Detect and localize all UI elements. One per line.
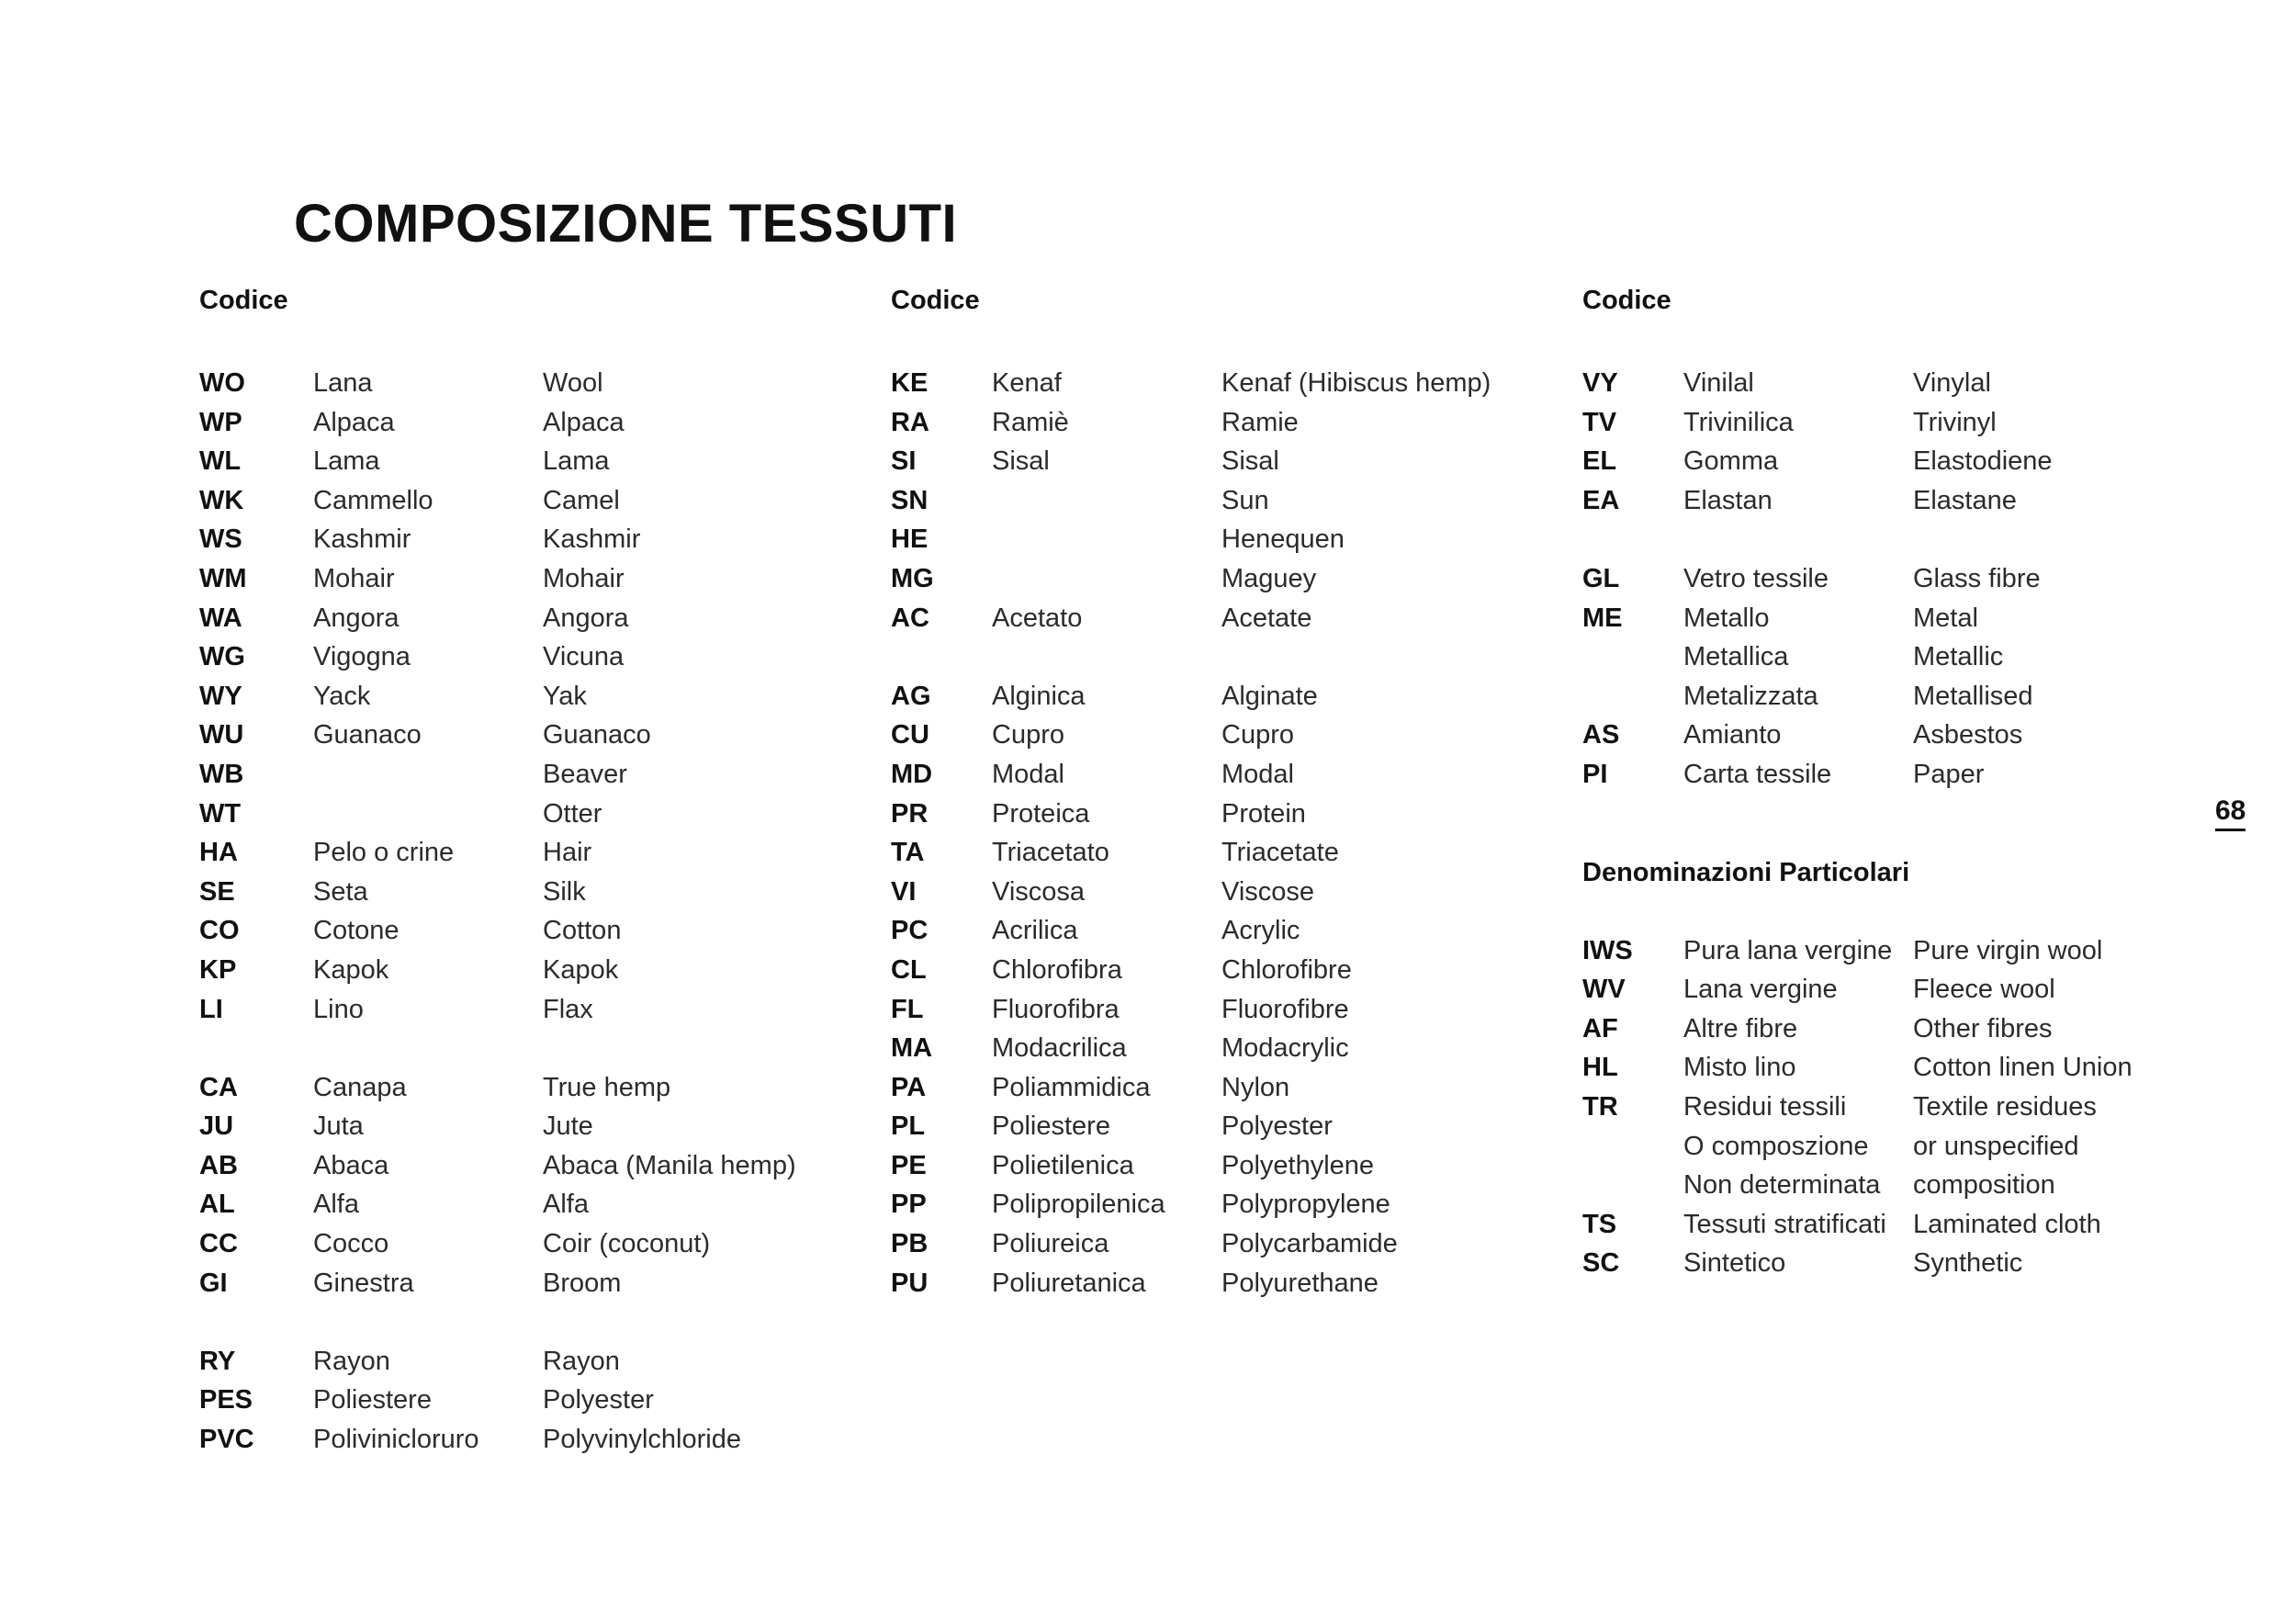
english-name: Jute [543,1111,593,1142]
fabric-code: HL [1582,1053,1618,1083]
italian-name: Vinilal [1683,368,1754,398]
code-row [1582,1244,2244,1283]
italian-name: Canapa [313,1072,407,1102]
italian-name: Cocco [313,1229,389,1259]
english-name: Flax [543,994,593,1024]
italian-name: Carta tessile [1683,759,1832,789]
fabric-code: MG [891,563,934,593]
italian-name: Altre fibre [1683,1013,1798,1043]
english-name: Trivinyl [1913,407,1997,437]
italian-name: Alginica [992,681,1086,711]
english-name: Glass fibre [1913,563,2041,593]
english-name: Cupro [1221,720,1294,750]
code-row [199,755,861,795]
code-row [199,481,861,521]
fabric-code [1582,1127,1683,1167]
fabric-code: RY [199,1346,236,1376]
italian-name: Polietilenica [992,1150,1134,1180]
italian-name [992,559,1221,599]
fabric-code: VY [1582,368,1618,398]
code-row [199,833,861,873]
italian-name: Ginestra [313,1268,414,1298]
english-name: Yak [543,681,587,711]
fabric-code: VI [891,876,917,907]
fabric-code: PP [891,1190,927,1220]
code-row [891,990,1552,1030]
italian-name: Lama [313,446,380,477]
italian-name: Rayon [313,1346,390,1376]
fabric-code: CO [199,916,240,946]
english-name: Rayon [543,1346,620,1376]
row-spacer [199,1029,861,1068]
english-name: Cotton linen Union [1913,1053,2133,1083]
english-name: Broom [543,1268,622,1298]
fabric-code: CC [199,1229,238,1259]
code-row [891,1146,1552,1186]
italian-name: Non determinata [1683,1170,1881,1201]
code-row [199,403,861,443]
code-row [199,677,861,716]
english-name: Nylon [1221,1072,1290,1102]
italian-name [992,481,1221,521]
fabric-code: KP [199,954,237,985]
fabric-code: EL [1582,446,1617,477]
code-row [1582,403,2244,443]
english-name: Asbestos [1913,720,2023,750]
fabric-code: WL [199,446,242,477]
english-name: Guanaco [543,720,651,750]
italian-name: Guanaco [313,720,422,750]
fabric-code: PR [891,798,929,829]
code-row [199,1381,861,1420]
fabric-code: MA [891,1033,933,1064]
fabric-code: CL [891,954,927,985]
code-row [891,951,1552,990]
fabric-code: IWS [1582,935,1633,965]
english-name: Beaver [543,759,627,789]
english-name: Metal [1913,603,1978,633]
fabric-code: SE [199,876,235,907]
english-name: Polyester [543,1385,654,1415]
english-name: Sisal [1221,446,1279,477]
column-header: Codice [1582,286,1671,315]
italian-name: O composzione [1683,1131,1869,1161]
italian-name: Juta [313,1111,364,1142]
fabric-code: TV [1582,407,1617,437]
special-denominations-list [1582,931,2244,1283]
page-title: COMPOSIZIONE TESSUTI [294,194,958,254]
code-row [891,911,1552,951]
code-row [1582,931,2244,971]
fabric-code: PES [199,1385,253,1415]
code-row [891,1224,1552,1264]
fabric-code: HA [199,838,238,868]
fabric-code: WS [199,524,242,555]
italian-name: Tessuti stratificati [1683,1209,1886,1239]
fabric-code-column-2 [891,285,1552,1303]
italian-name: Sintetico [1683,1248,1786,1279]
english-name: Polyester [1221,1111,1333,1142]
english-name: Maguey [1221,563,1317,593]
italian-name: Cotone [313,916,400,946]
code-row [199,1342,861,1382]
italian-name: Proteica [992,798,1090,829]
fabric-code [1582,637,1683,677]
english-name: Cotton [543,916,622,946]
code-row [1582,677,2244,716]
fabric-code: WO [199,368,245,398]
italian-name: Metallo [1683,603,1770,633]
english-name: Elastodiene [1913,446,2053,477]
fabric-code: WP [199,407,242,437]
fabric-code: PC [891,916,929,946]
fabric-code: PVC [199,1425,254,1455]
english-name: Polypropylene [1221,1190,1390,1220]
code-row [891,873,1552,912]
fabric-code: CU [891,720,929,750]
fabric-code: GL [1582,563,1620,593]
italian-name: Modacrilica [992,1033,1127,1064]
english-name: Alginate [1221,681,1318,711]
italian-name: Amianto [1683,720,1782,750]
english-name: Coir (coconut) [543,1229,711,1259]
code-row [1582,1166,2244,1205]
code-row [891,559,1552,599]
code-row [1582,599,2244,638]
fabric-code: WV [1582,975,1626,1005]
italian-name: Seta [313,876,368,907]
code-row [199,1068,861,1108]
fabric-code: AL [199,1190,235,1220]
english-name: Laminated cloth [1913,1209,2101,1239]
fabric-code: HE [891,524,929,555]
code-row [199,1107,861,1146]
italian-name: Acetato [992,603,1083,633]
code-row [891,833,1552,873]
italian-name: Pelo o crine [313,838,455,868]
english-name: Textile residues [1913,1091,2097,1122]
code-row [891,677,1552,716]
italian-name: Vigogna [313,642,411,672]
fabric-code: JU [199,1111,234,1142]
code-row [1582,442,2244,481]
italian-name [992,520,1221,559]
fabric-code: AF [1582,1013,1618,1043]
fabric-code: PA [891,1072,927,1102]
row-spacer [199,1303,861,1342]
english-name: Silk [543,876,586,907]
english-name: Kenaf (Hibiscus hemp) [1221,368,1491,398]
code-row [199,1224,861,1264]
italian-name: Lana vergine [1683,975,1838,1005]
code-row [199,442,861,481]
english-name: Kashmir [543,524,641,555]
code-row [199,873,861,912]
italian-name: Polipropilenica [992,1190,1165,1220]
italian-name: Triacetato [992,838,1109,868]
code-row [199,1420,861,1460]
english-name: Protein [1221,798,1306,829]
english-name: Vinylal [1913,368,1991,398]
fabric-code: MD [891,759,933,789]
italian-name: Alfa [313,1190,359,1220]
special-denominations-header: Denominazioni Particolari [1582,857,1910,887]
english-name: Camel [543,485,620,515]
english-name: Alpaca [543,407,625,437]
fabric-code: RA [891,407,929,437]
code-row [891,1029,1552,1068]
fabric-code: WG [199,642,245,672]
fabric-code: KE [891,368,929,398]
english-name: Fleece wool [1913,975,2055,1005]
italian-name: Viscosa [992,876,1086,907]
row-spacer [891,637,1552,677]
code-row [891,1107,1552,1146]
italian-name: Poliuretanica [992,1268,1146,1298]
code-row [199,599,861,638]
english-name: Kapok [543,954,619,985]
code-list [1582,364,2244,795]
italian-name: Misto lino [1683,1053,1796,1083]
code-row [891,1068,1552,1108]
code-row [1582,1009,2244,1049]
code-row [891,1185,1552,1224]
fabric-code: AG [891,681,931,711]
code-row [199,1146,861,1186]
code-row [199,637,861,677]
code-row [1582,559,2244,599]
english-name: Mohair [543,563,625,593]
fabric-code: GI [199,1268,228,1298]
english-name: Polyethylene [1221,1150,1375,1180]
english-name: Polyurethane [1221,1268,1379,1298]
fabric-code: WB [199,759,244,789]
fabric-code: PU [891,1268,929,1298]
italian-name: Sisal [992,446,1050,477]
italian-name: Lino [313,994,364,1024]
english-name: Paper [1913,759,1985,789]
fabric-code: WA [199,603,242,633]
fabric-code: TR [1582,1091,1618,1122]
english-name: Vicuna [543,642,625,672]
italian-name: Alpaca [313,407,395,437]
italian-name: Modal [992,759,1064,789]
english-name: Triacetate [1221,838,1339,868]
italian-name: Metalizzata [1683,681,1818,711]
fabric-code: EA [1582,485,1620,515]
fabric-code: SI [891,446,917,477]
fabric-code: WK [199,485,244,515]
italian-name: Gomma [1683,446,1779,477]
code-row [1582,1088,2244,1127]
code-row [891,364,1552,403]
english-name: Polycarbamide [1221,1229,1398,1259]
english-name: Sun [1221,485,1269,515]
italian-name: Abaca [313,1150,389,1180]
code-row [199,951,861,990]
italian-name [313,755,543,795]
code-row [1582,364,2244,403]
fabric-code: AB [199,1150,238,1180]
italian-name: Cammello [313,485,433,515]
italian-name: Ramiè [992,407,1069,437]
english-name: Acrylic [1221,916,1300,946]
italian-name: Vetro tessile [1683,563,1829,593]
fabric-code: TA [891,838,925,868]
fabric-code-column-1 [199,285,861,1460]
code-row [891,481,1552,521]
english-name: Alfa [543,1190,589,1220]
english-name: Elastane [1913,485,2017,515]
italian-name: Poliammidica [992,1072,1151,1102]
english-name: Pure virgin wool [1913,935,2103,965]
fabric-code [1582,1166,1683,1205]
english-name: Fluorofibre [1221,994,1349,1024]
code-row [1582,1048,2244,1088]
fabric-code: WM [199,563,247,593]
italian-name: Kashmir [313,524,411,555]
code-row [891,795,1552,834]
code-row [891,403,1552,443]
code-row [891,716,1552,755]
code-row [891,520,1552,559]
italian-name: Lana [313,368,373,398]
english-name: Synthetic [1913,1248,2023,1279]
english-name: True hemp [543,1072,671,1102]
italian-name: Poliureica [992,1229,1109,1259]
fabric-code: AS [1582,720,1620,750]
italian-name: Polivinicloruro [313,1425,479,1455]
fabric-code: PI [1582,759,1608,789]
code-row [199,795,861,834]
italian-name: Chlorofibra [992,954,1122,985]
fabric-code: FL [891,994,924,1024]
italian-name: Mohair [313,563,395,593]
code-row [1582,637,2244,677]
english-name: Wool [543,368,603,398]
italian-name: Kapok [313,954,389,985]
fabric-code: WT [199,798,242,829]
fabric-code: SC [1582,1248,1620,1279]
fabric-code: WY [199,681,242,711]
english-name: Other fibres [1913,1013,2053,1043]
english-name: or unspecified [1913,1131,2079,1161]
page-number: 68 [2215,795,2245,831]
italian-name: Fluorofibra [992,994,1120,1024]
english-name: Otter [543,798,602,829]
code-row [199,1264,861,1303]
fabric-code-column-3 [1582,285,2244,1283]
code-row [199,364,861,403]
code-row [199,520,861,559]
code-row [891,442,1552,481]
italian-name: Yack [313,681,371,711]
english-name: Acetate [1221,603,1312,633]
fabric-code: TS [1582,1209,1617,1239]
english-name: Metallised [1913,681,2033,711]
english-name: Metallic [1913,642,2004,672]
english-name: Viscose [1221,876,1315,907]
code-row [199,716,861,755]
english-name: composition [1913,1170,2055,1201]
code-row [891,1264,1552,1303]
code-row [199,911,861,951]
english-name: Chlorofibre [1221,954,1352,985]
italian-name [313,795,543,834]
code-row [1582,1205,2244,1245]
code-row [1582,716,2244,755]
italian-name: Trivinilica [1683,407,1794,437]
italian-name: Angora [313,603,400,633]
fabric-code: CA [199,1072,238,1102]
code-list [891,364,1552,1303]
english-name: Abaca (Manila hemp) [543,1150,796,1180]
code-row [1582,970,2244,1009]
italian-name: Residui tessili [1683,1091,1847,1122]
fabric-code: SN [891,485,929,515]
fabric-code: PB [891,1229,929,1259]
fabric-code [1582,677,1683,716]
english-name: Modacrylic [1221,1033,1349,1064]
italian-name: Poliestere [313,1385,432,1415]
fabric-code: WU [199,720,244,750]
italian-name: Elastan [1683,485,1773,515]
english-name: Modal [1221,759,1294,789]
code-row [199,1185,861,1224]
column-header: Codice [199,286,288,315]
fabric-code: LI [199,994,223,1024]
english-name: Hair [543,838,592,868]
code-row [199,990,861,1030]
english-name: Angora [543,603,629,633]
fabric-code: ME [1582,603,1623,633]
italian-name: Pura lana vergine [1683,935,1893,965]
column-header: Codice [891,286,980,315]
italian-name: Cupro [992,720,1064,750]
code-list [199,364,861,1460]
code-row [199,559,861,599]
italian-name: Kenaf [992,368,1062,398]
row-spacer [1582,520,2244,559]
english-name: Lama [543,446,610,477]
code-row [1582,1127,2244,1167]
italian-name: Poliestere [992,1111,1110,1142]
italian-name: Metallica [1683,642,1789,672]
code-row [891,755,1552,795]
code-row [891,599,1552,638]
english-name: Polyvinylchloride [543,1425,741,1455]
fabric-code: PL [891,1111,926,1142]
english-name: Ramie [1221,407,1299,437]
fabric-code: AC [891,603,929,633]
code-row [1582,755,2244,795]
italian-name: Acrilica [992,916,1078,946]
code-row [1582,481,2244,521]
english-name: Henequen [1221,524,1345,555]
fabric-code: PE [891,1150,927,1180]
